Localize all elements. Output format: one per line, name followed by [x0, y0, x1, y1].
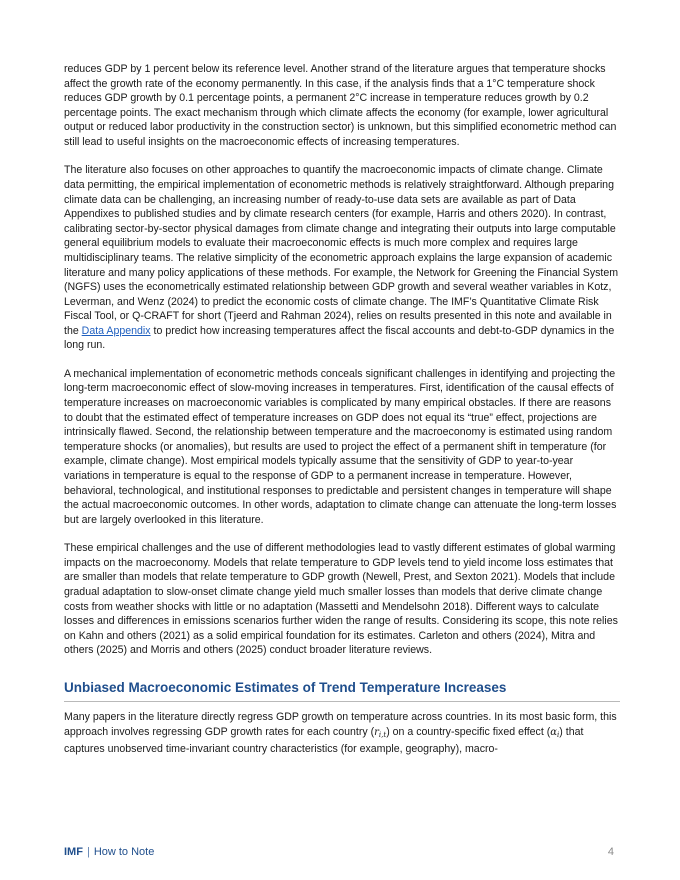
page-number: 4 [607, 846, 614, 858]
section-divider [64, 701, 620, 702]
math-symbol: α [550, 726, 558, 738]
math-growth-rate [374, 727, 386, 738]
document-page [64, 62, 620, 771]
paragraph-text: A mechanical implementation of econometric methods conceals significant challenges in identifying and projecting the long-term macroeconomic effect of slow-moving increases in temperatures. First, identification of the causal effects of temperature increases on macroeconomic variables is complicated by many empirical obstacles. If there are reasons to doubt that the estimated effect of temperature increases on GDP does not equal its “true” effect, projections are intrinsically flawed. Second, the relationship between temperature and the macroeconomy is estimated using random temperature shocks (or anomalies), but results are used to project the effect of a permanent shift in temperature (for example, climate change). Most empirical models typically assume that the sensitivity of GDP to year-to-year variations in temperature is equal to the response of GDP to a permanent increase in temperature. However, behavioral, technological, and institutional responses to predictable and persistent changes in temperature will shape the actual macroeconomic outcomes. In other words, adaptation to climate change can attenuate the long-term losses but are largely overlooked in this literature. [64, 367, 617, 526]
paragraph-text: to predict how increasing temperatures affect the fiscal accounts and debt-to-GDP dynamics in the long run. [64, 324, 615, 352]
footer-label [64, 846, 154, 858]
paragraph-text: reduces GDP by 1 percent below its reference level. Another strand of the literature argues that temperature shocks affect the growth rate of the economy permanently. In this case, if the analysis finds that a 1°C temperature shock reduces GDP growth by 0.1 percentage points, a permanent 2°C increase in temperature reduces growth by 0.2 percentage points. The exact mechanism through which climate affects the economy (for example, lower agricultural output or reduced labor productivity in the construction sector) is unknown, but this simplified econometric method can still lead to useful insights on the macroeconomic effects of increasing temperatures. [64, 63, 617, 148]
paragraph-other-approaches [64, 163, 620, 353]
math-subscript: i,t [378, 730, 387, 739]
paragraph-text: These empirical challenges and the use of different methodologies lead to vastly different estimates of global warming impacts on the macroeconomy. Models that relate temperature to GDP levels tend to yield income loss estimates that are smaller than models that relate temperature to GDP growth (Newell, Prest, and Sexton 2021). Models that include gradual adaptation to slow-onset climate change yield much smaller losses than models that derive climate change costs from weather shocks with little or no adaptation (Massetti and Mendelsohn 2018). Different ways to calculate losses and differences in emissions scenarios further widen the range of results. Considering its scope, this note relies on Kahn and others (2021) as a solid empirical foundation for its estimates. Carleton and others (2024), Mitra and others (2025) and Morris and others (2025) conduct broader literature reviews. [64, 542, 618, 657]
data-appendix-link[interactable]: Data Appendix [81, 324, 151, 337]
paragraph-text: Many papers in the literature directly regress GDP growth on temperature across countries. In its most basic form, this approach involves regressing GDP growth rates for each country ( [64, 710, 617, 738]
paragraph-empirical-challenges [64, 541, 620, 658]
page-footer [64, 846, 614, 858]
paragraph-mechanical-implementation [64, 367, 620, 528]
math-subscript: i [557, 730, 560, 739]
paragraph-regression-approach [64, 710, 620, 757]
math-fixed-effect [550, 727, 559, 738]
footer-series: How to Note [93, 846, 155, 858]
footer-brand: IMF [64, 846, 83, 858]
section-heading: Unbiased Macroeconomic Estimates of Trend Temperature Increases [64, 679, 507, 695]
paragraph-text: ) on a country-specific fixed effect ( [386, 725, 551, 738]
paragraph-gdp-growth-effects [64, 62, 620, 150]
footer-separator: | [86, 846, 90, 858]
math-symbol: r [374, 726, 379, 738]
paragraph-text: The literature also focuses on other approaches to quantify the macroeconomic impacts of climate change. Climate data permitting, the empirical implementation of econometric methods is relatively straightforward. Although preparing climate data can be challenging, an increasing number of ready-to-use data sets are available as part of Data Appendixes to published studies and by climate research centers (for example, Harris and others 2020). In contrast, calibrating sector-by-sector physical damages from climate change and integrating their outputs into large computable general equilibrium models to evaluate their macroeconomic effects is much more complex and requires large multidisciplinary teams. The relative simplicity of the econometric approach explains the large expansion of academic literature and many policy applications of these methods. For example, the Network for Greening the Financial System (NGFS) uses the econometrically estimated relationship between GDP growth and several weather variables in Kotz, Leverman, and Wenz (2024) to predict the economic costs of climate change. The IMF’s Quantitative Climate Risk Fiscal Tool, or Q-CRAFT for short (Tjeerd and Rahman 2024), relies on results presented in this note and available in the [64, 164, 619, 337]
paragraph-text: ) that captures unobserved time-invariant country characteristics (for example, geography), macro- [64, 725, 584, 756]
